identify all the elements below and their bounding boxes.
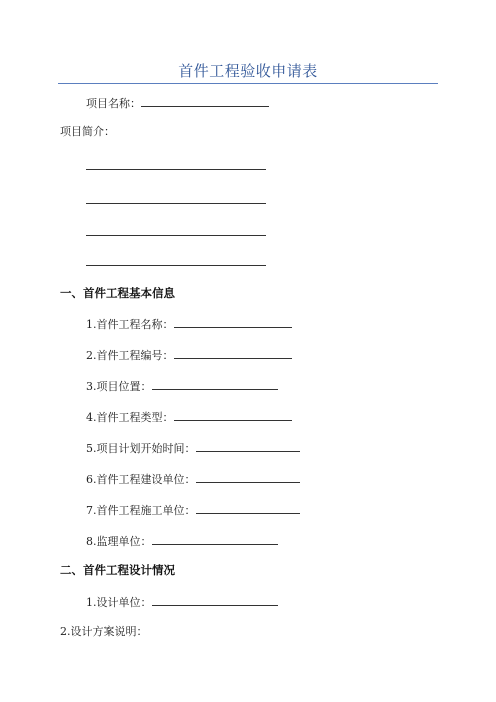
list-item bbox=[86, 316, 292, 332]
list-item bbox=[86, 347, 292, 363]
field-label: 5.项目计划开始时间： bbox=[86, 442, 196, 455]
project-intro-blank-1[interactable] bbox=[86, 169, 266, 170]
list-item bbox=[86, 440, 300, 456]
field-blank[interactable] bbox=[196, 440, 300, 452]
project-intro-label: 项目简介： bbox=[60, 125, 115, 138]
field-blank[interactable] bbox=[196, 502, 300, 514]
list-item bbox=[86, 594, 278, 610]
field-blank[interactable] bbox=[174, 409, 292, 421]
field-label: 4.首件工程类型： bbox=[86, 411, 174, 424]
list-item bbox=[86, 533, 278, 549]
field-blank[interactable] bbox=[152, 533, 278, 545]
list-item bbox=[86, 409, 292, 425]
field-label: 7.首件工程施工单位： bbox=[86, 504, 196, 517]
project-name-label: 项目名称： bbox=[86, 97, 141, 110]
title-divider bbox=[58, 83, 438, 84]
field-label: 3.项目位置： bbox=[86, 380, 152, 393]
field-blank[interactable] bbox=[152, 594, 278, 606]
field-label: 6.首件工程建设单位： bbox=[86, 473, 196, 486]
project-name-row bbox=[86, 95, 269, 111]
field-blank[interactable] bbox=[174, 316, 292, 328]
field-label: 8.监理单位： bbox=[86, 535, 152, 548]
field-blank[interactable] bbox=[174, 347, 292, 359]
project-name-blank[interactable] bbox=[141, 95, 269, 107]
field-label: 2.设计方案说明： bbox=[60, 625, 148, 638]
section-heading-basic-info: 一、首件工程基本信息 bbox=[60, 286, 175, 300]
field-blank[interactable] bbox=[196, 471, 300, 483]
project-intro-blank-3[interactable] bbox=[86, 235, 266, 236]
section-heading-design: 二、首件工程设计情况 bbox=[60, 563, 175, 577]
field-label: 2.首件工程编号： bbox=[86, 349, 174, 362]
field-label: 1.首件工程名称： bbox=[86, 318, 174, 331]
list-item bbox=[60, 625, 148, 639]
field-blank[interactable] bbox=[152, 378, 278, 390]
list-item bbox=[86, 502, 300, 518]
field-label: 1.设计单位： bbox=[86, 596, 152, 609]
project-intro-blank-2[interactable] bbox=[86, 203, 266, 204]
document-title: 首件工程验收申请表 bbox=[178, 62, 318, 80]
list-item bbox=[86, 471, 300, 487]
list-item bbox=[86, 378, 278, 394]
project-intro-blank-4[interactable] bbox=[86, 265, 266, 266]
